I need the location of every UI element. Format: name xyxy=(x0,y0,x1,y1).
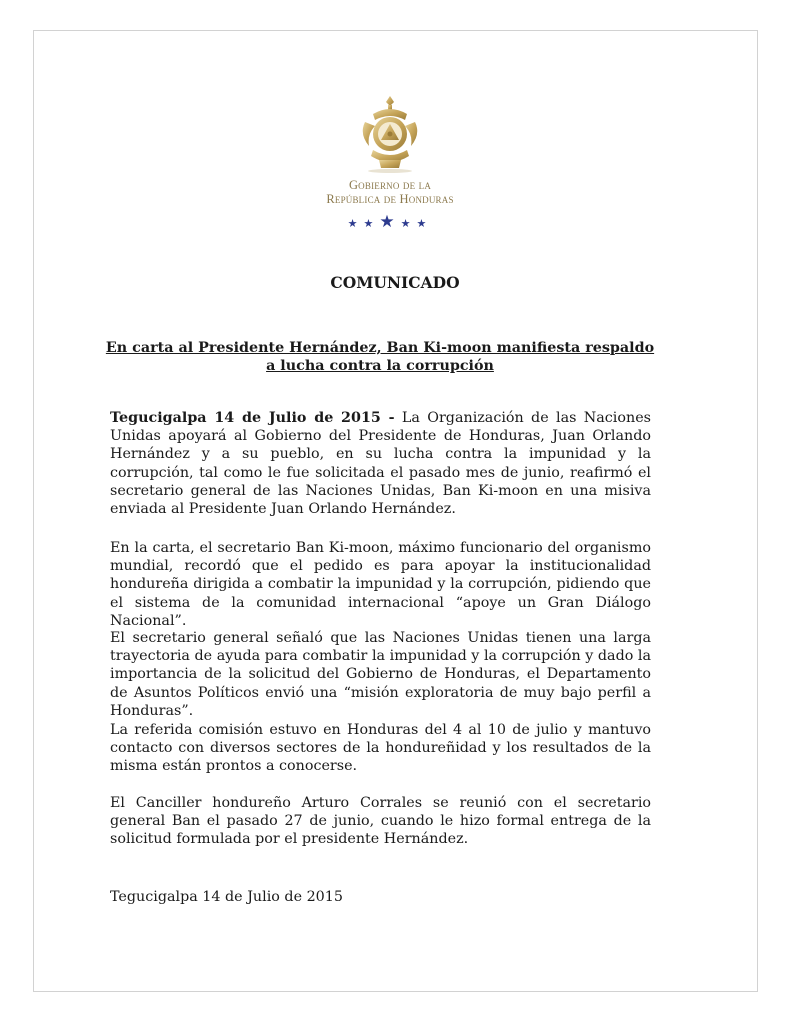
paragraph-text: La referida comisión estuvo en Honduras del 4 al 10 de julio y mantuvo contacto con diversos sectores de la hondureñidad y los resultados de la misma están prontos a conocerse. xyxy=(110,722,651,775)
logo-line-1: Gobierno de la xyxy=(348,178,432,192)
star-icon: ★ xyxy=(379,212,401,232)
page-title: COMUNICADO xyxy=(330,273,460,292)
coat-of-arms-icon xyxy=(355,94,425,174)
paragraph-text: En la carta, el secretario Ban Ki-moon, máximo funcionario del organismo mundial, recordó que el pedido es para apoyar la institucionalidad hondureña dirigida a combatir la impunidad y la corrupción, pidiendo que el sistema de la comunidad internacional “apoye un Gran Diálogo Nacional”. xyxy=(110,540,651,629)
star-icon: ★ xyxy=(347,217,364,230)
star-icon: ★ xyxy=(416,217,433,230)
footer-date: Tegucigalpa 14 de Julio de 2015 xyxy=(110,889,343,905)
paragraph-1 xyxy=(110,409,651,518)
logo-line-2: República de Honduras xyxy=(326,192,454,206)
government-logo xyxy=(300,94,480,244)
star-icon: ★ xyxy=(400,217,417,230)
star-icon: ★ xyxy=(363,217,380,230)
paragraph-3 xyxy=(110,629,651,720)
paragraph-text: El Canciller hondureño Arturo Corrales se reunió con el secretario general Ban el pasado 27 de junio, cuando le hizo formal entrega de la solicitud formulada por el presidente Hernández. xyxy=(110,795,651,848)
logo-stars xyxy=(300,212,480,232)
paragraph-5 xyxy=(110,794,651,849)
paragraph-2 xyxy=(110,539,651,630)
paragraph-4 xyxy=(110,721,651,776)
paragraph-lead: Tegucigalpa 14 de Julio de 2015 - xyxy=(110,410,395,426)
paragraph-text: La Organización de las Naciones Unidas apoyará al Gobierno del Presidente de Honduras, Juan Orlando Hernández y a su pueblo, en su lucha contra la impunidad y la corrupción, tal como le fue solicitada el pasado mes de junio, reafirmó el secretario general de las Naciones Unidas, Ban Ki-moon en una misiva enviada al Presidente Juan Orlando Hernández. xyxy=(110,410,651,518)
paragraph-text: El secretario general señaló que las Naciones Unidas tienen una larga trayectoria de ayuda para combatir la impunidad y la corrupción y dado la importancia de la solicitud del Gobierno de Honduras, el Departamento de Asuntos Políticos envió una “misión exploratoria de muy bajo perfil a Honduras”. xyxy=(110,630,651,719)
subtitle: En carta al Presidente Hernández, Ban Ki-moon manifiesta respaldo a lucha contra la corrupción xyxy=(105,340,655,375)
